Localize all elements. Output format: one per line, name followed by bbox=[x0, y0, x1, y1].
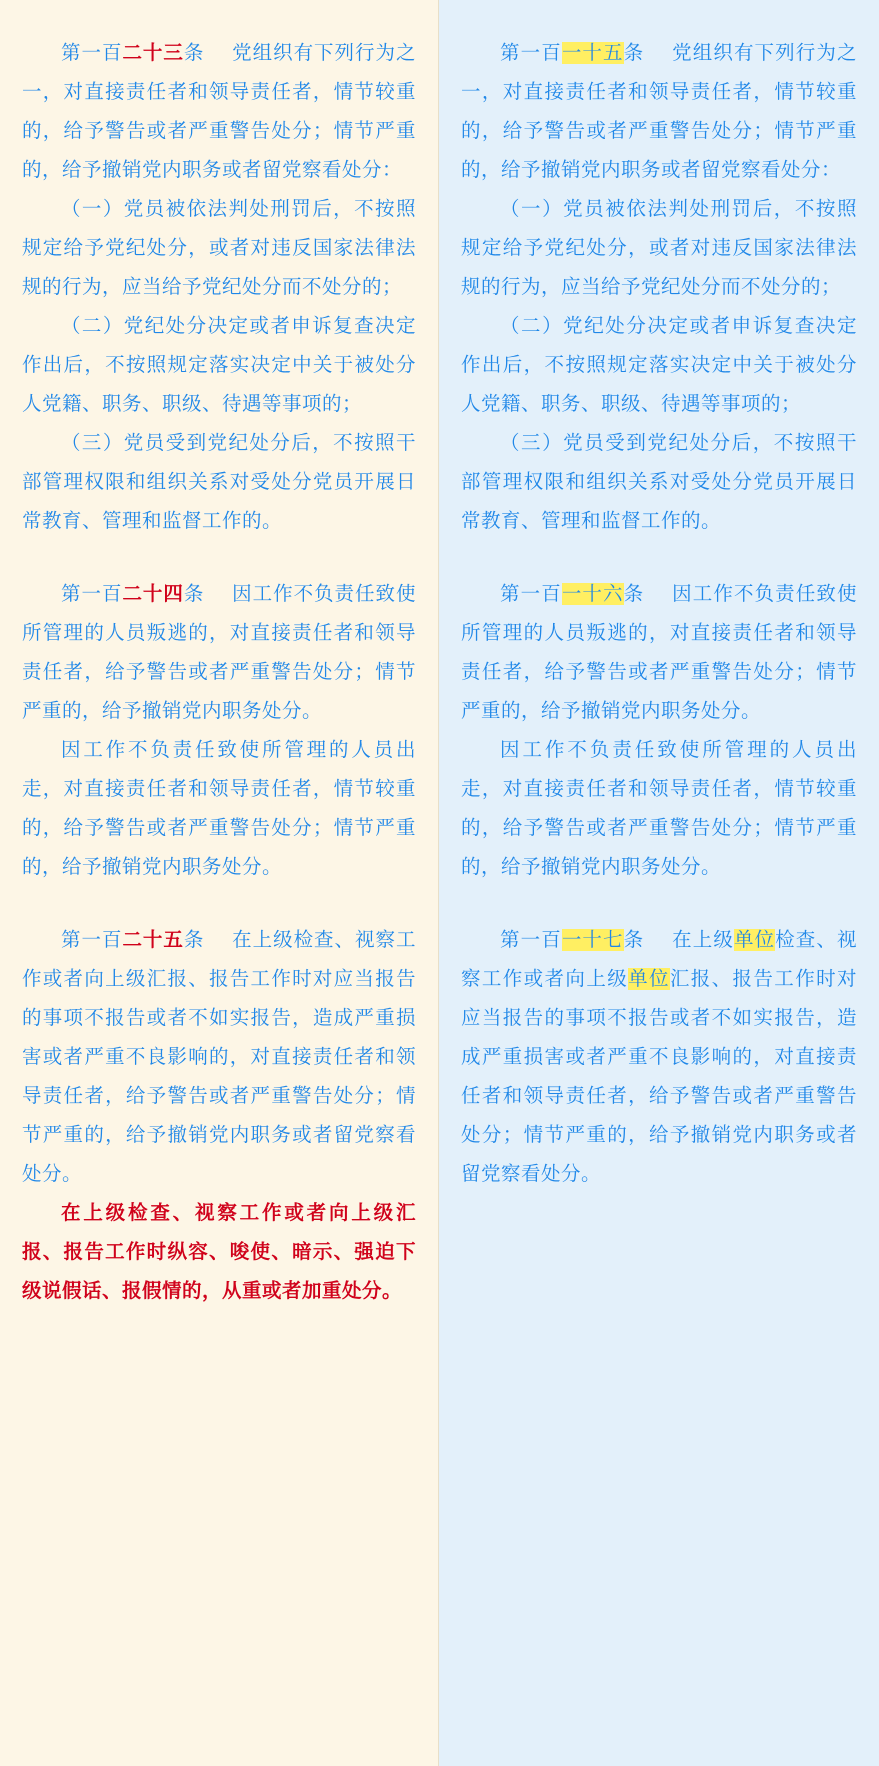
article-title-prefix: 第一百 bbox=[500, 929, 562, 951]
article-block bbox=[461, 34, 857, 541]
article-title-paragraph bbox=[461, 921, 857, 1194]
article-title-suffix: 条 bbox=[183, 929, 205, 951]
right-column bbox=[439, 0, 879, 1766]
article-number: 二十五 bbox=[122, 929, 184, 951]
article-title-paragraph bbox=[22, 34, 416, 190]
article-clause: （三）党员受到党纪处分后，不按照干部管理权限和组织关系对受处分党员开展日常教育、管理和监督工作的。 bbox=[461, 432, 857, 532]
article-clause: （一）党员被依法判处刑罚后，不按照规定给予党纪处分，或者对违反国家法律法规的行为，应当给予党纪处分而不处分的； bbox=[22, 198, 416, 298]
article-emphasis-paragraph: 在上级检查、视察工作或者向上级汇报、报告工作时纵容、唆使、暗示、强迫下级说假话、报假情的，从重或者加重处分。 bbox=[22, 1202, 416, 1302]
article-clause: 因工作不负责任致使所管理的人员出走，对直接责任者和领导责任者，情节较重的，给予警告或者严重警告处分；情节严重的，给予撤销党内职务处分。 bbox=[22, 739, 416, 878]
article-title-paragraph bbox=[22, 921, 416, 1194]
article-title-suffix: 条 bbox=[183, 42, 205, 64]
article-block bbox=[22, 575, 416, 887]
article-title-paragraph bbox=[461, 34, 857, 190]
article-block bbox=[22, 34, 416, 541]
article-segment-highlight: 单位 bbox=[733, 929, 776, 951]
article-title-paragraph bbox=[22, 575, 416, 731]
article-clause: （三）党员受到党纪处分后，不按照干部管理权限和组织关系对受处分党员开展日常教育、管理和监督工作的。 bbox=[22, 432, 416, 532]
article-title-suffix: 条 bbox=[183, 583, 205, 605]
article-block bbox=[461, 921, 857, 1194]
article-clause: （二）党纪处分决定或者申诉复查决定作出后，不按照规定落实决定中关于被处分人党籍、职务、职级、待遇等事项的； bbox=[461, 315, 857, 415]
article-lead-text: 党组织有下列行为之一，对直接责任者和领导责任者，情节较重的，给予警告或者严重警告处分；情节严重的，给予撤销党内职务或者留党察看处分： bbox=[22, 42, 416, 181]
article-lead-text: 党组织有下列行为之一，对直接责任者和领导责任者，情节较重的，给予警告或者严重警告处分；情节严重的，给予撤销党内职务或者留党察看处分： bbox=[461, 42, 857, 181]
article-title-paragraph bbox=[461, 575, 857, 731]
article-block bbox=[22, 921, 416, 1311]
article-segment: 检查、视察工作或者向上级 bbox=[461, 929, 857, 990]
article-title-suffix: 条 bbox=[623, 42, 645, 64]
article-number: 二十三 bbox=[122, 42, 184, 64]
article-title-suffix: 条 bbox=[623, 583, 645, 605]
article-lead-text: 因工作不负责任致使所管理的人员叛逃的，对直接责任者和领导责任者，给予警告或者严重警告处分；情节严重的，给予撤销党内职务处分。 bbox=[461, 583, 857, 722]
article-number-highlight: 一十五 bbox=[561, 42, 624, 64]
article-lead-text: 因工作不负责任致使所管理的人员叛逃的，对直接责任者和领导责任者，给予警告或者严重警告处分；情节严重的，给予撤销党内职务处分。 bbox=[22, 583, 416, 722]
article-segment: 在上级 bbox=[671, 929, 734, 951]
article-segment-highlight: 单位 bbox=[628, 968, 670, 990]
article-number-highlight: 一十七 bbox=[561, 929, 624, 951]
article-clause: 因工作不负责任致使所管理的人员出走，对直接责任者和领导责任者，情节较重的，给予警告或者严重警告处分；情节严重的，给予撤销党内职务处分。 bbox=[461, 739, 857, 878]
article-clause: （一）党员被依法判处刑罚后，不按照规定给予党纪处分，或者对违反国家法律法规的行为，应当给予党纪处分而不处分的； bbox=[461, 198, 857, 298]
article-block bbox=[461, 575, 857, 887]
article-title-prefix: 第一百 bbox=[61, 929, 123, 951]
article-clause: （二）党纪处分决定或者申诉复查决定作出后，不按照规定落实决定中关于被处分人党籍、职务、职级、待遇等事项的； bbox=[22, 315, 416, 415]
article-number: 二十四 bbox=[122, 583, 184, 605]
article-segment: 汇报、报告工作时对应当报告的事项不报告或者不如实报告，造成严重损害或者严重不良影响的，对直接责任者和领导责任者，给予警告或者严重警告处分；情节严重的，给予撤销党内职务或者留党察看处分。 bbox=[461, 968, 857, 1185]
article-title-prefix: 第一百 bbox=[500, 42, 562, 64]
left-column bbox=[0, 0, 439, 1766]
article-title-prefix: 第一百 bbox=[500, 583, 562, 605]
article-title-prefix: 第一百 bbox=[61, 583, 123, 605]
article-lead-text: 在上级检查、视察工作或者向上级汇报、报告工作时对应当报告的事项不报告或者不如实报告，造成严重损害或者严重不良影响的，对直接责任者和领导责任者，给予警告或者严重警告处分；情节严重的，给予撤销党内职务或者留党察看处分。 bbox=[22, 929, 416, 1185]
article-number-highlight: 一十六 bbox=[561, 583, 624, 605]
article-title-suffix: 条 bbox=[623, 929, 645, 951]
article-title-prefix: 第一百 bbox=[61, 42, 123, 64]
